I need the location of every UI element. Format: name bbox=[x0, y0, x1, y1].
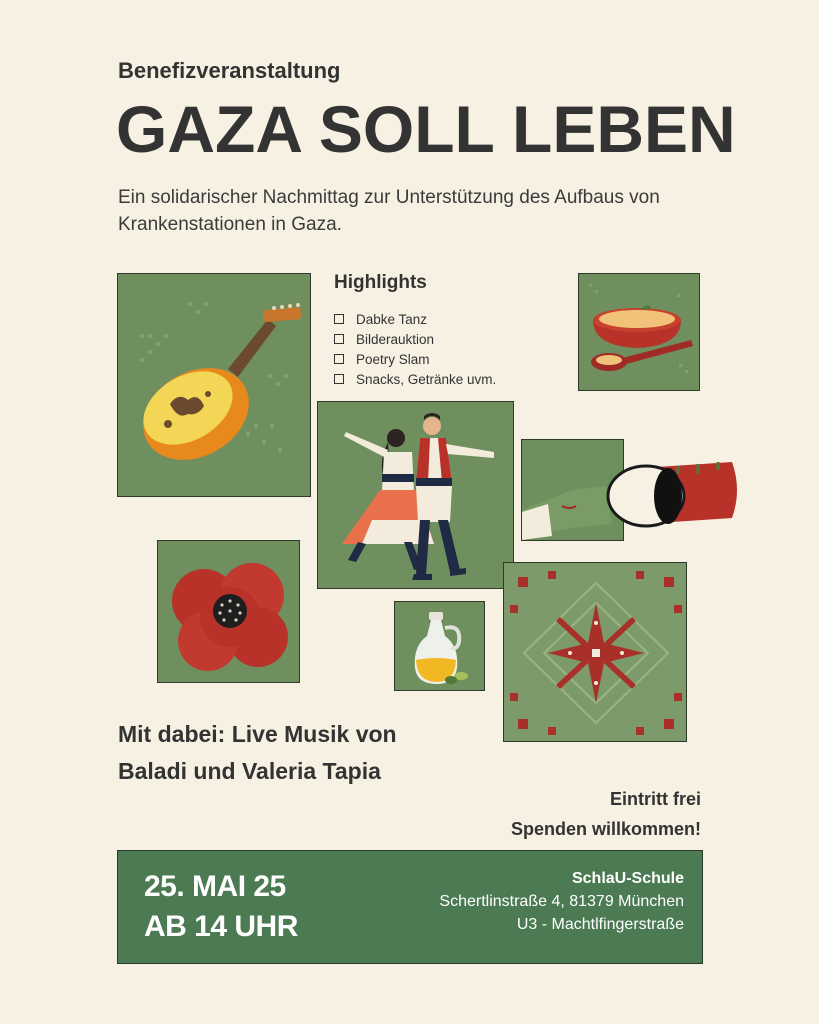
donations-welcome: Spenden willkommen! bbox=[510, 819, 701, 839]
oud-icon bbox=[118, 274, 311, 497]
event-time: AB 14 UHR bbox=[144, 910, 298, 943]
checkbox-icon bbox=[334, 334, 344, 344]
venue-transit: U3 - Machtlfingerstraße bbox=[516, 916, 684, 933]
venue-name: SchlaU-Schule bbox=[571, 870, 684, 887]
event-subtitle: Ein solidarischer Nachmittag zur Unterstützung des Aufbaus von Krankenstationen in Gaza. bbox=[118, 187, 660, 235]
olive-oil-jug-icon bbox=[395, 602, 485, 691]
lineup-text bbox=[118, 716, 397, 790]
event-kicker: Benefizveranstaltung bbox=[118, 58, 341, 83]
checkbox-icon bbox=[334, 314, 344, 324]
watermelon-hand-icon bbox=[522, 440, 742, 542]
event-details-banner bbox=[117, 850, 703, 964]
dancers-tile bbox=[317, 401, 514, 589]
highlights-heading: Highlights bbox=[334, 272, 427, 293]
hummus-bowl-icon bbox=[579, 274, 700, 391]
embroidery-tile bbox=[503, 562, 687, 742]
venue-address: Schertlinstraße 4, 81379 München bbox=[439, 893, 684, 910]
entry-info bbox=[511, 784, 701, 844]
hummus-tile bbox=[578, 273, 700, 391]
highlight-item: Bilderauktion bbox=[334, 329, 496, 349]
event-date: 25. MAI 25 bbox=[144, 870, 286, 903]
page-title: GAZA SOLL LEBEN bbox=[116, 92, 736, 166]
highlight-item: Snacks, Getränke uvm. bbox=[334, 369, 496, 389]
venue-block bbox=[439, 867, 684, 936]
dabke-dancers-icon bbox=[318, 402, 514, 589]
poppy-flower-icon bbox=[158, 541, 300, 683]
oud-tile bbox=[117, 273, 311, 497]
lineup-line-2: Baladi und Valeria Tapia bbox=[118, 758, 381, 784]
olive-oil-tile bbox=[394, 601, 485, 691]
checkbox-icon bbox=[334, 374, 344, 384]
checkbox-icon bbox=[334, 354, 344, 364]
event-date-block bbox=[144, 867, 298, 947]
highlight-item: Dabke Tanz bbox=[334, 309, 496, 329]
poppy-tile bbox=[157, 540, 300, 683]
entry-free: Eintritt frei bbox=[609, 789, 701, 809]
embroidery-pattern-icon bbox=[504, 563, 687, 742]
watermelon-tile bbox=[521, 439, 624, 541]
highlights-list bbox=[334, 309, 496, 389]
lineup-line-1: Mit dabei: Live Musik von bbox=[118, 721, 397, 747]
highlight-item: Poetry Slam bbox=[334, 349, 496, 369]
